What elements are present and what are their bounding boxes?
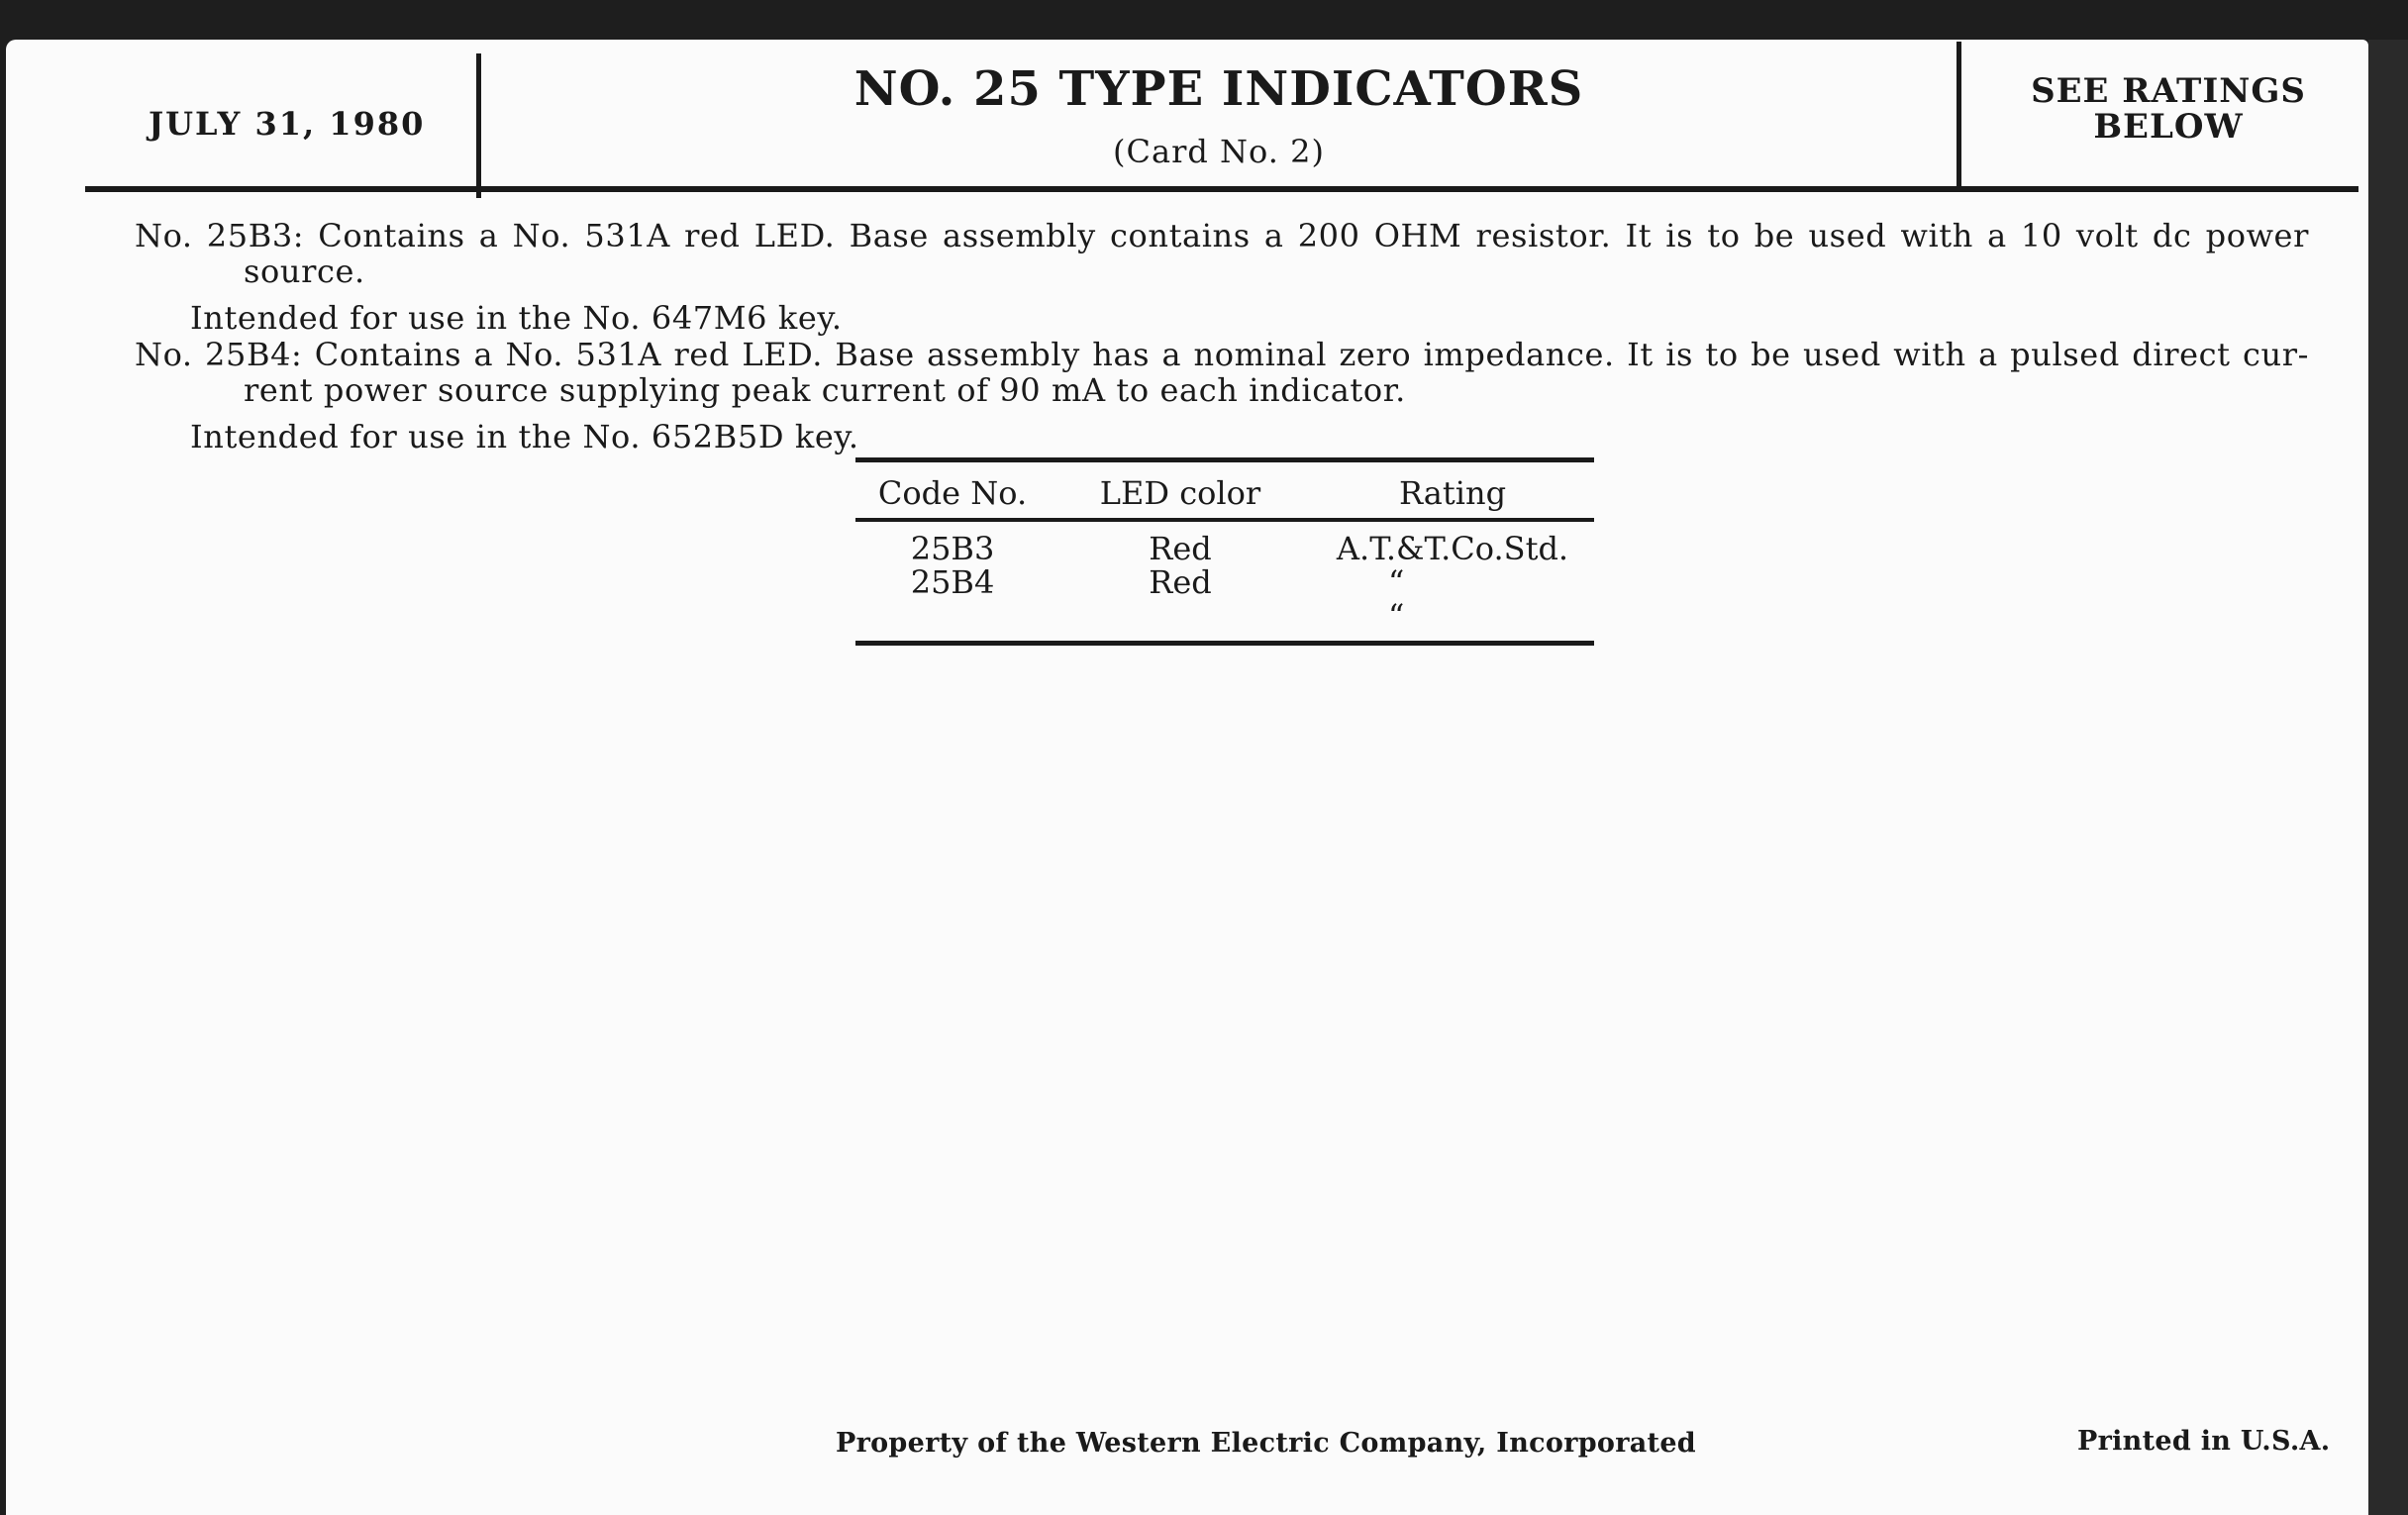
entry-25b3-note: Intended for use in the No. 647M6 key. [190, 299, 843, 337]
card-number: (Card No. 2) [1113, 133, 1325, 170]
issue-date: JULY 31, 1980 [149, 105, 426, 143]
cell-rating [1311, 565, 1594, 633]
table-rule-mid [855, 518, 1594, 522]
page-title: NO. 25 TYPE INDICATORS [853, 61, 1584, 117]
ratings-notice [1980, 73, 2357, 145]
table-rule-bottom [855, 641, 1594, 646]
column-header-rating: Rating [1398, 474, 1507, 512]
column-header-led-color: LED color [1099, 474, 1261, 512]
entry-25b3-line2: source. [244, 252, 365, 290]
footer-printed: Printed in U.S.A. [2077, 1426, 2331, 1457]
table-header-row [855, 476, 1594, 510]
table-row [855, 565, 1594, 633]
entry-25b3-line1: No. 25B3: Contains a No. 531A red LED. Base assembly contains a 200 OHM resistor. It is to be used with a 10 volt dc power [135, 217, 2309, 254]
entry-25b3 [135, 216, 2309, 291]
header-rule [85, 186, 2358, 192]
ratings-notice-line2: BELOW [2093, 107, 2244, 147]
table-row [855, 532, 1594, 565]
ditto-mark: “ [1388, 597, 1405, 635]
header-divider-right [1956, 42, 1961, 186]
column-header-code: Code No. [877, 474, 1028, 512]
cell-code: 25B3 [910, 530, 995, 567]
ratings-notice-line1: SEE RATINGS [2031, 71, 2306, 111]
cell-led-color: Red [1149, 530, 1212, 567]
entry-25b4-line2: rent power source supplying peak current of 90 mA to each indicator. [244, 371, 1406, 409]
cell-code: 25B4 [910, 563, 995, 601]
ditto-marks [1388, 565, 1517, 633]
cell-led-color: Red [1149, 563, 1212, 601]
cell-rating: A.T.&T.Co.Std. [1336, 530, 1569, 567]
ratings-table [855, 457, 1594, 646]
ditto-mark: “ [1388, 563, 1405, 601]
footer-property: Property of the Western Electric Company, Incorporated [836, 1428, 1696, 1459]
entry-25b4-line1: No. 25B4: Contains a No. 531A red LED. Base assembly has a nominal zero impedance. It is to be used with a pulsed direct cur- [135, 336, 2309, 373]
background-edge [2368, 40, 2408, 1515]
entry-25b4 [135, 335, 2309, 410]
entry-25b4-note: Intended for use in the No. 652B5D key. [190, 418, 859, 455]
table-rule-top [855, 457, 1594, 462]
